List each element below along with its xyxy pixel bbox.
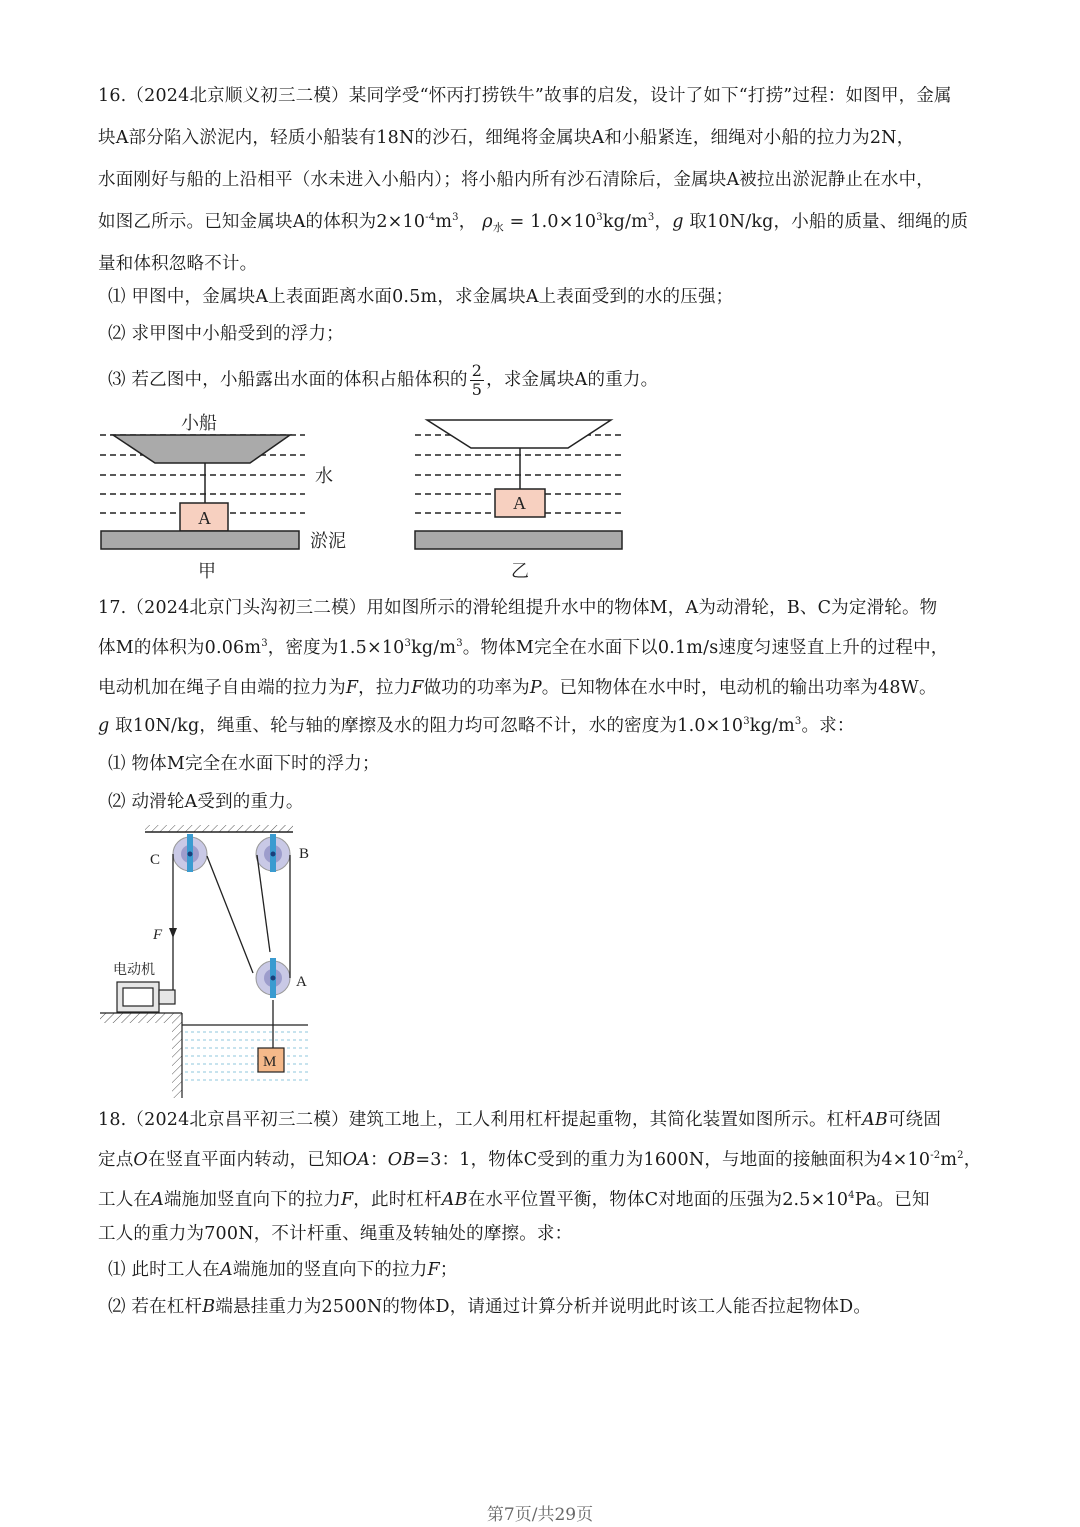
power-symbol: P — [529, 678, 542, 698]
exponent: 3 — [794, 716, 802, 727]
exponent: 3 — [404, 638, 412, 649]
unit: m — [435, 212, 453, 232]
q16-line-3: 水面刚好与船的上沿相平（水未进入小船内）；将小船内所有沙石清除后，金属块A被拉出淤泥静止在水中， — [98, 170, 934, 190]
motor — [117, 982, 175, 1012]
q17-figure — [95, 820, 325, 1100]
q18-subquestion-2 — [108, 1295, 871, 1319]
punct: ， — [654, 212, 673, 232]
block-a-label-right: A — [513, 493, 526, 513]
q18-line-3-text: ，此时杠杆 — [353, 1190, 442, 1210]
fraction-two-fifths — [470, 362, 484, 399]
caption-yi: 乙 — [511, 561, 529, 582]
fraction-denominator: 5 — [471, 380, 483, 399]
q18-line-3-text: 端施加竖直向下的拉力 — [163, 1190, 341, 1210]
q18-line-1 — [98, 1108, 941, 1132]
exponent: 3 — [261, 638, 268, 649]
force-arrow-icon — [169, 928, 177, 938]
rho-symbol: ρ — [482, 212, 493, 232]
boat-left — [113, 435, 290, 463]
q16-line-2: 块A部分陷入淤泥内，轻质小船装有18N的沙石，细绳将金属块A和小船紧连，细绳对小船的拉力为2N， — [98, 128, 915, 148]
q18-line-3-end: Pa。已知 — [854, 1190, 930, 1210]
q18-line-4: 工人的重力为700N，不计杆重、绳重及转轴处的摩擦。求： — [98, 1224, 573, 1244]
q16-subquestion-3 — [108, 362, 658, 399]
exponent: -4 — [425, 212, 436, 223]
force-symbol: F — [411, 678, 424, 698]
q18-line-3-text: 在水平位置平衡，物体C对地面的压强为2.5×10 — [467, 1190, 849, 1210]
unit: m — [940, 1150, 958, 1170]
q18-subquestion-1 — [108, 1258, 458, 1282]
water-label: 水 — [315, 466, 333, 487]
water-lines — [185, 1032, 308, 1080]
q17-density-text: ，密度为1.5×10 — [267, 638, 405, 658]
q18-line-3-text: 工人在 — [98, 1190, 152, 1210]
boat-label: 小船 — [181, 413, 217, 434]
q18-sub2-text: ⑵ 若在杠杆 — [108, 1297, 203, 1317]
label-b: B — [299, 846, 310, 862]
pulley-a — [256, 958, 290, 998]
exponent: 2 — [957, 1150, 964, 1161]
label-a: A — [296, 974, 307, 990]
fraction-numerator: 2 — [471, 361, 483, 380]
force-symbol: F — [340, 1190, 354, 1210]
q18-sub2-text: 端悬挂重力为2500N的物体D，请通过计算分析并说明此时该工人能否拉起物体D。 — [215, 1297, 872, 1317]
end-a-symbol: A — [219, 1260, 233, 1280]
block-a-label-left: A — [198, 508, 211, 528]
unit: kg/m — [602, 212, 648, 232]
silt-left — [101, 531, 299, 549]
q17-line-3-end: 。已知物体在水中时，电动机的输出功率为48W。 — [541, 678, 937, 698]
lever-ab-symbol: AB — [441, 1190, 468, 1210]
unit: kg/m — [749, 716, 795, 736]
rho-subscript: 水 — [492, 221, 504, 234]
punct: ， — [963, 1150, 982, 1170]
exponent: 3 — [647, 212, 655, 223]
silt-right — [415, 531, 622, 549]
q17-line-3-text: ，拉力 — [358, 678, 412, 698]
unit: kg/m — [411, 638, 457, 658]
label-f: F — [153, 927, 163, 943]
q17-line-4-text: 取10N/kg，绳重、轮与轴的摩擦及水的阻力均可忽略不计，水的密度为1.0×10 — [109, 716, 744, 736]
density-value: = 1.0×10 — [503, 212, 597, 232]
q17-line-3-text: 做功的功率为 — [423, 678, 530, 698]
q17-line-4 — [98, 714, 855, 738]
page-number: 第7页/共29页 — [486, 1505, 594, 1525]
q18-line-2-text: 定点 — [98, 1150, 134, 1170]
q18-line-2 — [98, 1148, 981, 1172]
punct: ， — [458, 212, 477, 232]
q18-sub1-text: 端施加的竖直向下的拉力 — [232, 1260, 428, 1280]
exponent: -2 — [930, 1150, 941, 1161]
q18-line-2-text: 在竖直平面内转动，已知 — [147, 1150, 343, 1170]
exponent: 3 — [743, 716, 750, 727]
pulley-c — [173, 834, 207, 872]
end-a-symbol: A — [151, 1190, 164, 1210]
q16-line-4 — [98, 210, 968, 234]
q17-line-3-text: 电动机加在绳子自由端的拉力为 — [98, 678, 346, 698]
exponent: 3 — [452, 212, 459, 223]
q17-volume-text: 体M的体积为0.06m — [98, 638, 262, 658]
q18-line-1-text: 18.（2024北京昌平初三二模）建筑工地上，工人利用杠杆提起重物，其简化装置如图所示。杠杆 — [98, 1110, 863, 1130]
exponent: 3 — [456, 638, 463, 649]
q16-line-1: 16.（2024北京顺义初三二模）某同学受“怀丙打捞铁牛”故事的启发，设计了如下“打捞”过程：如图甲，金属 — [98, 86, 952, 106]
q16-line-5: 量和体积忽略不计。 — [98, 254, 258, 274]
q17-line-3 — [98, 676, 937, 700]
ceiling-hatch — [145, 825, 293, 832]
q16-subquestion-1: ⑴ 甲图中，金属块A上表面距离水面0.5m，求金属块A上表面受到的水的压强； — [108, 287, 734, 307]
g-symbol: g — [672, 212, 684, 232]
exponent: 3 — [596, 212, 603, 223]
force-symbol: F — [345, 678, 359, 698]
q17-subquestion-1: ⑴ 物体M完全在水面下时的浮力； — [108, 754, 380, 774]
caption-jia: 甲 — [198, 561, 216, 582]
label-c: C — [150, 852, 161, 868]
q17-subquestion-2: ⑵ 动滑轮A受到的重力。 — [108, 792, 304, 812]
q18-line-1-end: 可绕固 — [887, 1110, 942, 1130]
q16-figure — [95, 405, 635, 585]
label-m: M — [263, 1054, 277, 1070]
label-motor: 电动机 — [113, 962, 155, 978]
ground-hatch — [100, 1013, 182, 1023]
silt-label: 淤泥 — [310, 531, 346, 552]
q16-volume-text: 如图乙所示。已知金属块A的体积为2×10 — [98, 212, 426, 232]
wall-hatch — [172, 1023, 182, 1098]
pivot-o-symbol: O — [133, 1150, 148, 1170]
exponent: 4 — [848, 1190, 855, 1201]
ob-symbol: OB — [387, 1150, 416, 1170]
pulley-b — [256, 834, 290, 872]
boat-right — [427, 420, 611, 448]
lever-ab-symbol: AB — [862, 1110, 888, 1130]
q17-line-2-end: 。物体M完全在水面下以0.1m/s速度匀速竖直上升的过程中， — [462, 638, 949, 658]
g-symbol: g — [98, 716, 110, 736]
q17-line-1: 17.（2024北京门头沟初三二模）用如图所示的滑轮组提升水中的物体M，A为动滑轮，B、C为定滑轮。物 — [98, 598, 938, 618]
q17-line-2 — [98, 636, 948, 660]
ratio-colon: ： — [370, 1150, 388, 1170]
ropes — [173, 854, 290, 1048]
q18-line-3 — [98, 1188, 930, 1212]
punct: ； — [439, 1260, 458, 1280]
q16-sub3-text: ⑶ 若乙图中，小船露出水面的体积占船体积的 — [108, 370, 468, 390]
q18-line-2-text: =3：1，物体C受到的重力为1600N，与地面的接触面积为4×10 — [415, 1150, 931, 1170]
q17-line-4-end: 。求： — [801, 716, 855, 736]
q16-line-4-end: 取10N/kg，小船的质量、细绳的质 — [683, 212, 969, 232]
q18-sub1-text: ⑴ 此时工人在 — [108, 1260, 220, 1280]
q16-subquestion-2: ⑵ 求甲图中小船受到的浮力； — [108, 324, 344, 344]
q16-sub3-text-end: ，求金属块A的重力。 — [486, 370, 659, 390]
force-symbol: F — [427, 1260, 440, 1280]
end-b-symbol: B — [202, 1297, 216, 1317]
oa-symbol: OA — [342, 1150, 371, 1170]
